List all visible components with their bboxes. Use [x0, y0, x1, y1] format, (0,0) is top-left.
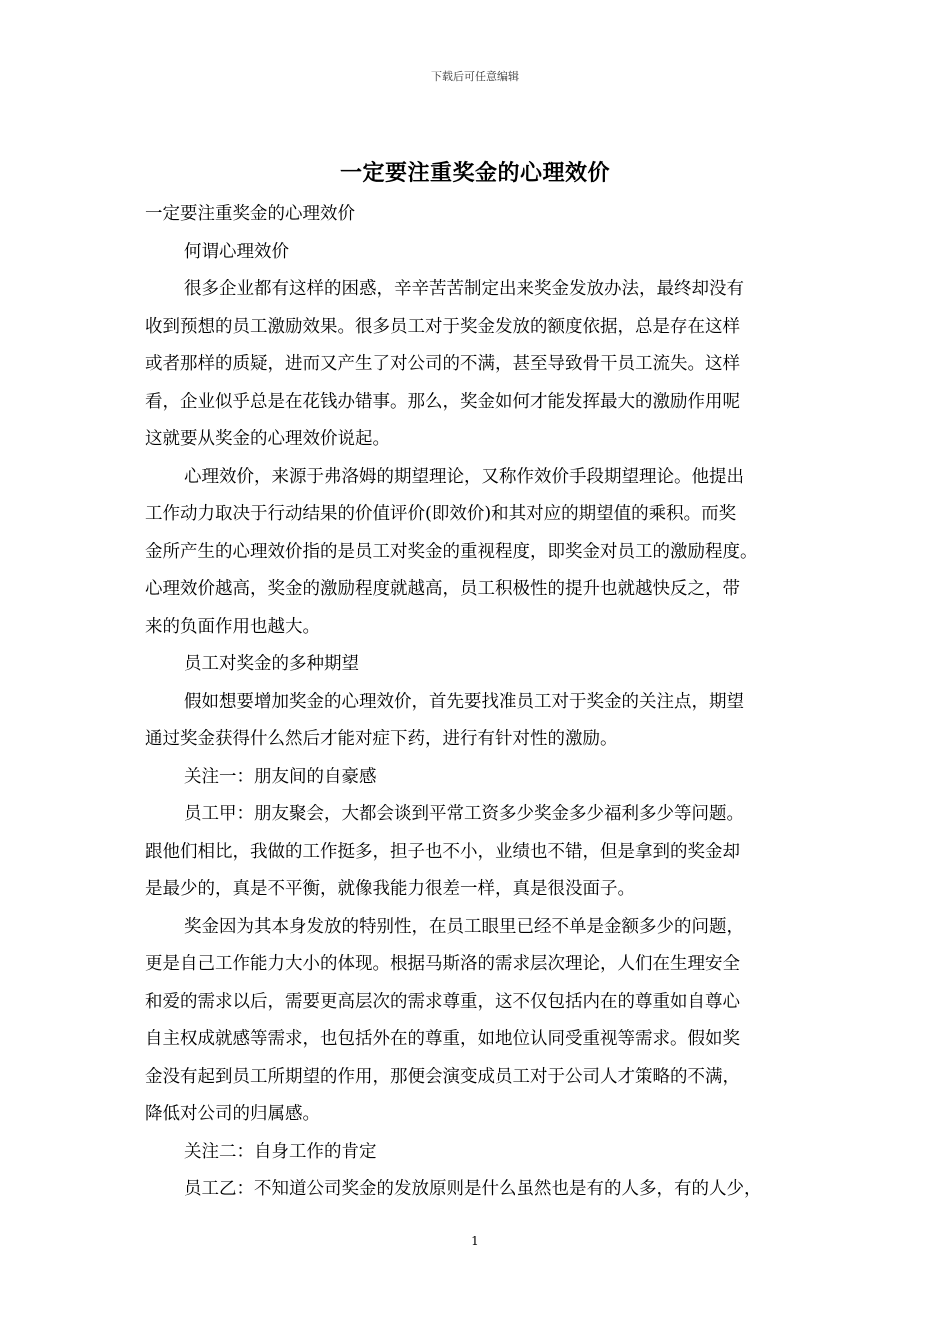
text-line: 工作动力取决于行动结果的价值评价(即效价)和其对应的期望值的乘积。而奖: [145, 504, 737, 524]
text-line: 员工甲：朋友聚会，大都会谈到平常工资多少奖金多少福利多少等问题。: [184, 804, 744, 824]
document-body: [145, 196, 813, 1209]
page-number: 1: [471, 1234, 479, 1248]
text-line: 员工乙：不知道公司奖金的发放原则是什么虽然也是有的人多，有的人少，: [184, 1179, 762, 1199]
text-line: 一定要注重奖金的心理效价: [145, 204, 355, 224]
text-line: 假如想要增加奖金的心理效价，首先要找准员工对于奖金的关注点，期望: [184, 691, 744, 712]
text-line: 来的负面作用也越大。: [145, 616, 320, 637]
text-line: 金所产生的心理效价指的是员工对奖金的重视程度，即奖金对员工的激励程度。: [145, 541, 758, 562]
text-line: 心理效价，来源于弗洛姆的期望理论，又称作效价手段期望理论。他提出: [184, 466, 744, 487]
text-line: 这就要从奖金的心理效价说起。: [145, 429, 390, 449]
text-line: 心理效价越高，奖金的激励程度就越高，员工积极性的提升也就越快反之，带: [145, 579, 740, 599]
text-line: 或者那样的质疑，进而又产生了对公司的不满，甚至导致骨干员工流失。这样: [145, 354, 740, 374]
text-line: 收到预想的员工激励效果。很多员工对于奖金发放的额度依据，总是存在这样: [145, 316, 740, 337]
text-line: 是最少的，真是不平衡，就像我能力很差一样，真是很没面子。: [145, 879, 635, 899]
text-line: 更是自己工作能力大小的体现。根据马斯洛的需求层次理论，人们在生理安全: [145, 954, 740, 974]
text-line: 奖金因为其本身发放的特别性，在员工眼里已经不单是金额多少的问题，: [184, 916, 744, 937]
text-line: 金没有起到员工所期望的作用，那便会演变成员工对于公司人才策略的不满，: [145, 1066, 740, 1087]
text-line: 关注一：朋友间的自豪感: [184, 766, 377, 787]
text-line: 看，企业似乎总是在花钱办错事。那么，奖金如何才能发挥最大的激励作用呢: [145, 391, 740, 412]
text-line: 员工对奖金的多种期望: [184, 654, 359, 674]
text-line: 跟他们相比，我做的工作挺多，担子也不小，业绩也不错，但是拿到的奖金却: [145, 841, 740, 862]
text-line: 自主权成就感等需求，也包括外在的尊重，如地位认同受重视等需求。假如奖: [145, 1029, 740, 1049]
document-title: 一定要注重奖金的心理效价: [339, 160, 610, 186]
text-line: 和爱的需求以后，需要更高层次的需求尊重，这不仅包括内在的尊重如自尊心: [145, 991, 740, 1012]
text-line: 降低对公司的归属感。: [145, 1104, 320, 1124]
text-line: 很多企业都有这样的困惑，辛辛苦苦制定出来奖金发放办法，最终却没有: [184, 279, 744, 299]
text-line: 何谓心理效价: [184, 241, 289, 262]
text-line: 通过奖金获得什么然后才能对症下药，进行有针对性的激励。: [145, 729, 618, 749]
text-line: 关注二：自身工作的肯定: [184, 1141, 377, 1162]
page-header: 下载后可任意编辑: [431, 70, 519, 83]
